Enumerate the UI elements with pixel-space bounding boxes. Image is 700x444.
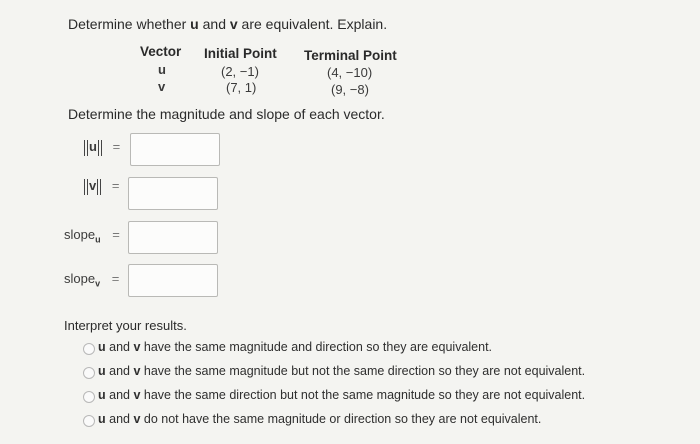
radio-option-2[interactable]	[83, 367, 95, 379]
radio-option-1[interactable]	[83, 343, 95, 355]
interpret-heading: Interpret your results.	[64, 318, 187, 333]
norm-v-input[interactable]	[128, 177, 218, 210]
radio-option-4[interactable]	[83, 415, 95, 427]
option-4-label[interactable]: u and v do not have the same magnitude or direction so they are not equivalent.	[98, 412, 542, 426]
table-header-initial: Initial Point	[204, 46, 277, 61]
row-v-vector: v	[158, 79, 166, 94]
table-header-terminal: Terminal Point	[304, 48, 397, 63]
slope-v-label: slope$_v$ =	[64, 271, 120, 289]
row-u-initial: (2, −1)	[221, 64, 259, 79]
row-u-vector: u	[158, 62, 166, 77]
norm-v-label: v =	[83, 178, 119, 195]
slope-u-input[interactable]	[128, 221, 218, 254]
option-2-label[interactable]: u and v have the same magnitude but not the same direction so they are not equivalent.	[98, 364, 586, 378]
radio-option-3[interactable]	[83, 391, 95, 403]
instruction-text: Determine the magnitude and slope of each vector.	[68, 106, 385, 122]
row-u-terminal: (4, −10)	[327, 65, 373, 80]
row-v-initial: (7, 1)	[226, 80, 257, 95]
norm-u-label: u =	[83, 139, 120, 156]
slope-u-label: slope$_u$ =	[64, 227, 120, 245]
option-1-label[interactable]: u and v have the same magnitude and direction so they are equivalent.	[98, 340, 493, 354]
norm-u-input[interactable]	[130, 133, 220, 166]
table-header-vector: Vector	[140, 44, 182, 59]
question-text: Determine whether u and v are equivalent. Explain.	[68, 16, 388, 32]
slope-v-input[interactable]	[128, 264, 218, 297]
option-3-label[interactable]: u and v have the same direction but not the same magnitude so they are not equivalent.	[98, 388, 586, 402]
row-v-terminal: (9, −8)	[331, 82, 369, 97]
